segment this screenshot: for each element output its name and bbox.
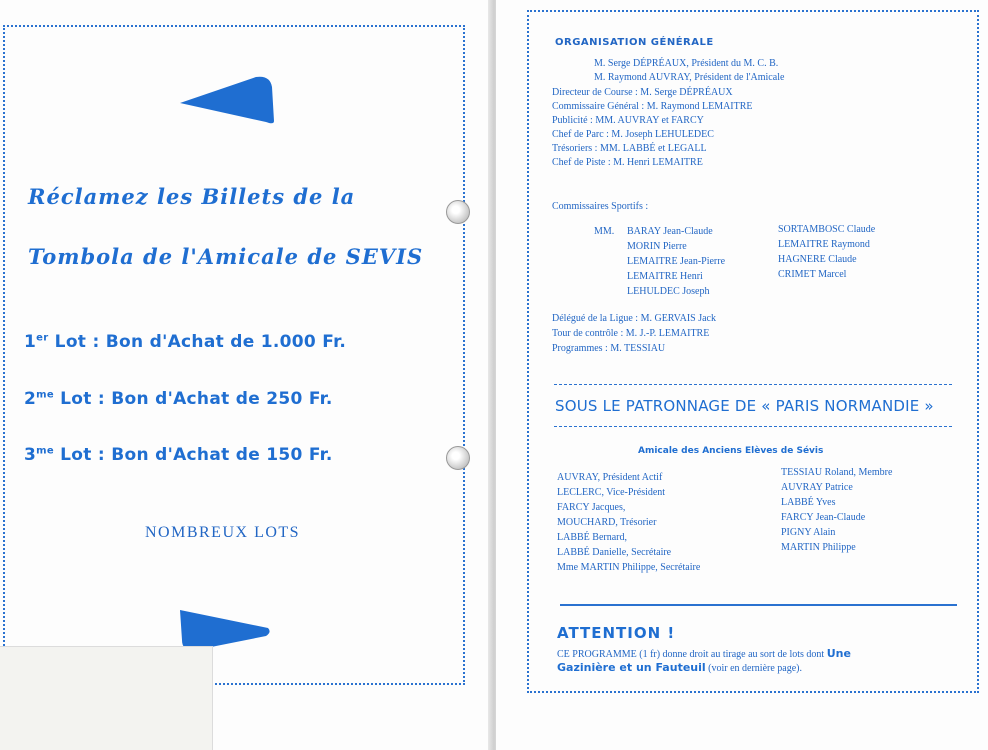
attention-line-1: CE PROGRAMME (1 fr) donne droit au tirage au sort de lots dont Une [557,647,851,660]
lot-3: $3^{me}$ Lot : Bon d'Achat de 150 Fr. [24,445,333,465]
amicale-member: FARCY Jacques, [557,502,626,513]
commissaire-name: BARAY Jean-Claude [627,226,713,237]
commissaire-name: HAGNERE Claude [778,254,857,265]
org-line: Commissaire Général : M. Raymond LEMAITRE [552,101,753,112]
org-line: Chef de Parc : M. Joseph LEHULEDEC [552,129,714,140]
commissaires-title: Commissaires Sportifs : [552,201,649,212]
attention-title: ATTENTION ! [557,624,676,642]
commissaire-name: SORTAMBOSC Claude [778,224,876,235]
commissaire-name: LEMAITRE Raymond [778,239,870,250]
paper-sticker [0,646,213,750]
org-line: M. Raymond AUVRAY, Président de l'Amicale [594,72,785,83]
blue-triangle-ornament-top [178,75,278,125]
amicale-member: PIGNY Alain [781,527,836,538]
amicale-member: LABBÉ Danielle, Secrétaire [557,547,672,558]
banner-rule-top [554,384,952,385]
lot-2: $2^{me}$ Lot : Bon d'Achat de 250 Fr. [24,389,333,409]
amicale-member: AUVRAY Patrice [781,482,853,493]
amicale-member: LABBÉ Bernard, [557,532,627,543]
amicale-member: LECLERC, Vice-Président [557,487,666,498]
amicale-member: LABBÉ Yves [781,497,836,508]
banner-rule-bottom [554,426,952,427]
amicale-member: Mme MARTIN Philippe, Secrétaire [557,562,701,573]
ligue-line: Délégué de la Ligue : M. GERVAIS Jack [552,313,716,324]
commissaire-name: CRIMET Marcel [778,269,847,280]
ligue-line: Tour de contrôle : M. J.-P. LEMAITRE [552,328,710,339]
commissaire-name: LEMAITRE Henri [627,271,703,282]
org-line: Trésoriers : MM. LABBÉ et LEGALL [552,143,707,154]
organisation-title: ORGANISATION GÉNÉRALE [555,37,714,48]
amicale-title: Amicale des Anciens Elèves de Sévis [638,446,824,456]
tombola-heading-line-1: Réclamez les Billets de la [28,184,356,209]
amicale-member: AUVRAY, Président Actif [557,472,663,483]
commissaire-name: MORIN Pierre [627,241,687,252]
tombola-heading-line-2: Tombola de l'Amicale de SEVIS [28,244,424,269]
attention-line-2: Gazinière et un Fauteuil (voir en dernière page). [557,661,802,674]
nombreux-lots: NOMBREUX LOTS [145,524,301,541]
org-line: Publicité : MM. AUVRAY et FARCY [552,115,704,126]
ligue-line: Programmes : M. TESSIAU [552,343,666,354]
staple-hole-top [446,200,470,224]
amicale-member: TESSIAU Roland, Membre [781,467,893,478]
left-page [0,0,492,750]
lot-1: 1er Lot : Bon d'Achat de 1.000 Fr. [24,332,347,352]
org-line: Chef de Piste : M. Henri LEMAITRE [552,157,703,168]
staple-hole-bottom [446,446,470,470]
commissaire-name: LEHULDEC Joseph [627,286,710,297]
commissaires-prefix: MM. [594,226,615,237]
amicale-member: FARCY Jean-Claude [781,512,866,523]
org-line: Directeur de Course : M. Serge DÉPRÉAUX [552,87,733,98]
amicale-member: MOUCHARD, Trésorier [557,517,657,528]
divider-line [560,604,957,606]
commissaire-name: LEMAITRE Jean-Pierre [627,256,726,267]
patronnage-banner: SOUS LE PATRONNAGE DE « PARIS NORMANDIE » [555,397,934,415]
org-line: M. Serge DÉPRÉAUX, Président du M. C. B. [594,58,779,69]
amicale-member: MARTIN Philippe [781,542,856,553]
